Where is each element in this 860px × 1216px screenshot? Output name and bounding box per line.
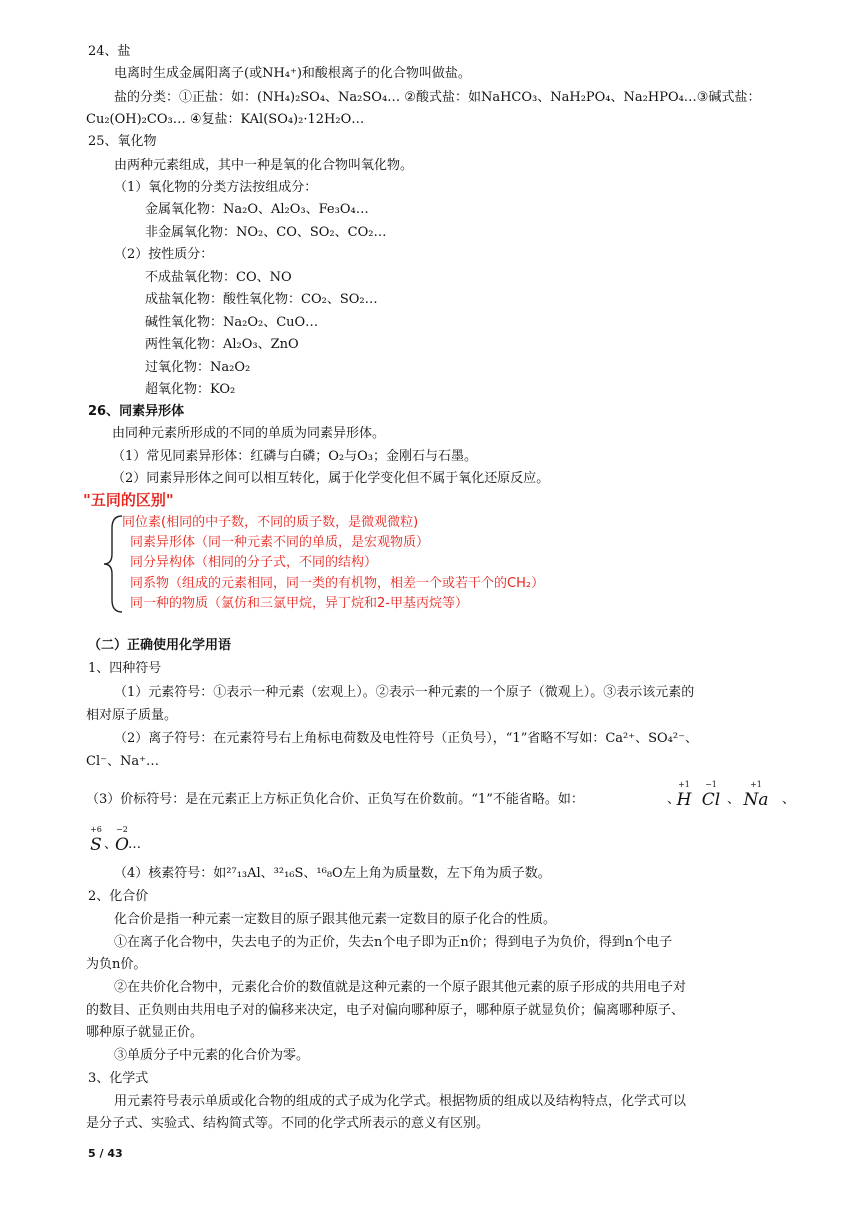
oxidation-state-symbol: [736, 780, 776, 814]
text-line: 哪种原子就显正价。: [86, 1025, 204, 1040]
text-line: （2）按性质分：: [114, 247, 214, 262]
text-line: 2、化合价: [88, 889, 149, 904]
element-symbol: S: [90, 835, 102, 855]
text-line: 成盐氧化物：酸性氧化物：CO₂、SO₂…: [145, 292, 378, 307]
text-line: （4）核素符号：如²⁷₁₃Al、³²₁₆S、¹⁶₈O左上角为质量数，左下角为质子数。: [114, 866, 551, 881]
text-line: …: [128, 837, 141, 852]
text-line: 金属氧化物：Na₂O、Al₂O₃、Fe₃O₄…: [145, 202, 369, 217]
text-line: （1）元素符号：①表示一种元素（宏观上）。②表示一种元素的一个原子（微观上）。③表示该元素的: [114, 685, 695, 700]
oxidation-value: −2: [116, 825, 128, 834]
text-line: ①在离子化合物中，失去电子的为正价，失去n个电子即为正n价；得到电子为负价，得到n个电子: [114, 935, 673, 950]
text-line: （二）正确使用化学用语: [88, 638, 232, 653]
page-number: 5 / 43: [88, 1147, 123, 1160]
text-line: 、: [782, 792, 796, 807]
text-line: 碱性氧化物：Na₂O₂、CuO…: [145, 315, 319, 330]
text-line: 相对原子质量。: [86, 708, 178, 723]
text-line: 、: [667, 792, 681, 807]
text-line: 超氧化物：KO₂: [145, 382, 236, 397]
text-line: 非金属氧化物：NO₂、CO、SO₂、CO₂…: [145, 225, 387, 240]
text-line: 为负n价。: [86, 957, 147, 972]
brace-decoration: [100, 514, 130, 614]
text-line: 同位素(相同的中子数，不同的质子数，是微观微粒): [122, 515, 419, 530]
text-line: 是分子式、实验式、结构简式等。不同的化学式所表示的意义有区别。: [86, 1116, 490, 1131]
text-line: 用元素符号表示单质或化合物的组成的式子成为化学式。根据物质的组成以及结构特点，化学式可以: [114, 1094, 687, 1109]
text-line: 25、氧化物: [88, 134, 157, 149]
oxidation-value: −1: [705, 780, 717, 789]
text-line: 电离时生成金属阳离子(或NH₄⁺)和酸根离子的化合物叫做盐。: [114, 66, 471, 81]
text-line: 过氧化物：Na₂O₂: [145, 360, 251, 375]
text-line: 1、四种符号: [88, 661, 162, 676]
text-line: 3、化学式: [88, 1071, 149, 1086]
element-symbol: Cl: [701, 790, 721, 810]
text-line: （2）同素异形体之间可以相互转化，属于化学变化但不属于氧化还原反应。: [112, 471, 550, 486]
text-line: 由同种元素所形成的不同的单质为同素异形体。: [112, 426, 386, 441]
oxidation-value: +1: [750, 780, 762, 789]
text-line: （3）价标符号：是在元素正上方标正负化合价、正负写在价数前。“1”不能省略。如：: [86, 792, 584, 807]
text-line: 同一种的物质（氯仿和三氯甲烷，异丁烷和2-甲基丙烷等）: [130, 596, 468, 611]
oxidation-state-symbol: [102, 825, 142, 859]
text-line: 同系物（组成的元素相同，同一类的有机物，相差一个或若干个的CH₂）: [130, 576, 545, 591]
text-line: 的数目、正负则由共用电子对的偏移来决定，电子对偏向哪种原子，哪种原子就显负价；偏离哪种原子、: [86, 1003, 685, 1018]
text-line: （1）常见同素异形体：红磷与白磷；O₂与O₃；金刚石与石墨。: [112, 449, 478, 464]
text-line: 同分异构体（相同的分子式，不同的结构）: [130, 555, 378, 570]
text-line: ③单质分子中元素的化合价为零。: [114, 1048, 310, 1063]
text-line: （2）离子符号：在元素符号右上角标电荷数及电性符号（正负号），“1”省略不写如：Ca²⁺、SO₄²⁻、: [114, 731, 698, 746]
text-line: 两性氧化物：Al₂O₃、ZnO: [145, 337, 299, 352]
text-line: 、: [727, 792, 741, 807]
text-line: （1）氧化物的分类方法按组成分：: [114, 180, 318, 195]
text-line: ②在共价化合物中，元素化合价的数值就是这种元素的一个原子跟其他元素的原子形成的共用电子对: [114, 980, 687, 995]
text-line: 由两种元素组成，其中一种是氧的化合物叫氧化物。: [114, 158, 414, 173]
text-line: 、: [104, 837, 118, 852]
element-symbol: H: [676, 790, 692, 810]
element-symbol: O: [115, 835, 129, 855]
text-line: 同素异形体（同一种元素不同的单质，是宏观物质）: [130, 535, 430, 550]
text-line: 26、同素异形体: [88, 404, 185, 419]
element-symbol: Na: [743, 790, 769, 810]
text-line: Cu₂(OH)₂CO₃… ④复盐：KAl(SO₄)₂·12H₂O…: [86, 112, 365, 127]
oxidation-state-symbol: [691, 780, 731, 814]
text-line: "五同的区别": [83, 491, 174, 509]
text-line: Cl⁻、Na⁺…: [86, 754, 159, 769]
text-line: 盐的分类：①正盐：如：(NH₄)₂SO₄、Na₂SO₄… ②酸式盐：如NaHCO₃、NaH₂PO₄、Na₂HPO₄…③碱式盐：: [114, 90, 761, 105]
text-line: 不成盐氧化物：CO、NO: [145, 270, 292, 285]
text-line: 24、盐: [88, 44, 131, 59]
text-line: 化合价是指一种元素一定数目的原子跟其他元素一定数目的原子化合的性质。: [114, 912, 557, 927]
oxidation-value: +1: [678, 780, 690, 789]
oxidation-value: +6: [90, 825, 102, 834]
